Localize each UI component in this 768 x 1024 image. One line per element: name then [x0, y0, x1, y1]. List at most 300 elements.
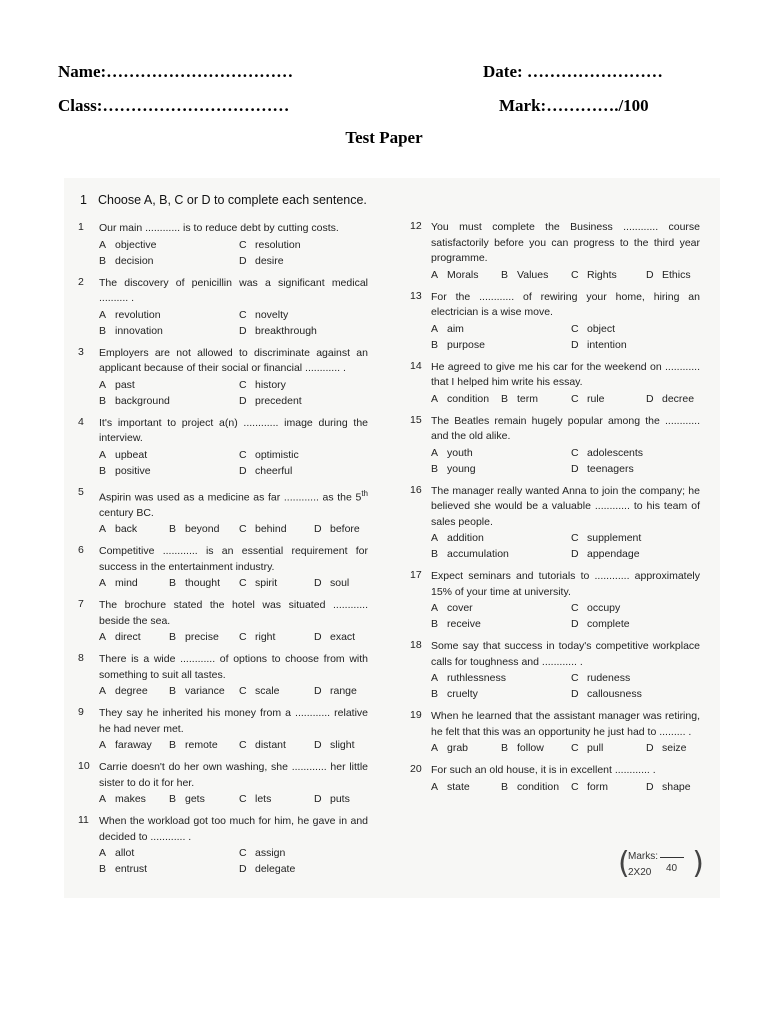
option-word: follow — [517, 742, 544, 754]
option-d — [239, 323, 379, 339]
option-d — [314, 575, 384, 591]
question-number: 20 — [410, 763, 422, 775]
option-c — [571, 670, 711, 686]
option-c — [239, 791, 314, 807]
option-letter: B — [501, 780, 509, 793]
marks-fraction-line — [660, 857, 684, 858]
option-word: cover — [447, 602, 473, 614]
option-b — [99, 393, 239, 409]
option-c — [239, 377, 379, 393]
option-b — [99, 861, 239, 877]
answer-options — [431, 670, 700, 702]
option-a — [99, 683, 169, 699]
question-11 — [78, 814, 368, 877]
marks-points: 40 — [666, 863, 678, 874]
option-letter: B — [99, 254, 107, 267]
option-word: before — [330, 523, 360, 535]
option-letter: A — [431, 672, 439, 684]
option-d — [239, 393, 379, 409]
option-letter: D — [646, 392, 654, 405]
option-letter: D — [314, 631, 322, 643]
question-text: Employers are not allowed to discriminate against an applicant because of their social or financial ............ . — [99, 346, 368, 374]
option-letter: A — [99, 448, 107, 461]
option-c — [571, 530, 711, 546]
option-word: mind — [115, 577, 138, 589]
option-word: cheerful — [255, 464, 293, 477]
option-a — [431, 600, 571, 616]
option-word: scale — [255, 685, 280, 697]
option-letter: C — [239, 238, 247, 251]
option-letter: D — [314, 793, 322, 805]
option-word: assign — [255, 847, 286, 859]
answer-options — [99, 845, 368, 877]
question-number: 17 — [410, 569, 422, 581]
question-6 — [78, 544, 368, 591]
option-letter: D — [646, 742, 654, 754]
option-letter: A — [99, 685, 107, 697]
option-c — [239, 845, 379, 861]
question-text: When he learned that the assistant manager was retiring, he felt that this was an opportunity he just had to ......... . — [431, 710, 700, 738]
question-number: 5 — [78, 485, 84, 498]
option-letter: A — [99, 308, 107, 321]
option-word: supplement — [587, 532, 642, 544]
option-word: slight — [330, 739, 355, 751]
option-letter: C — [571, 322, 579, 335]
option-word: youth — [447, 446, 473, 459]
option-b — [99, 463, 239, 479]
option-word: beyond — [185, 523, 220, 535]
answer-options — [431, 530, 700, 562]
option-word: appendage — [587, 548, 640, 560]
option-letter: A — [99, 577, 107, 589]
question-number: 11 — [78, 814, 89, 826]
answer-options — [99, 629, 368, 645]
question-text: When the workload got too much for him, he gave in and decided to ............ . — [99, 815, 368, 843]
option-word: rudeness — [587, 672, 631, 684]
option-letter: B — [169, 793, 177, 805]
answer-options — [431, 740, 700, 756]
option-word: form — [587, 780, 608, 793]
option-word: decree — [662, 392, 695, 405]
option-word: condition — [517, 780, 560, 793]
option-letter: D — [314, 523, 322, 535]
option-letter: A — [431, 322, 439, 335]
option-c — [239, 737, 314, 753]
questions-right-column — [410, 220, 700, 802]
option-a — [431, 670, 571, 686]
option-letter: D — [571, 338, 579, 351]
option-a — [99, 307, 239, 323]
question-text: Competitive ............ is an essential requirement for success in the entertainment industry. — [99, 545, 368, 573]
question-number: 19 — [410, 709, 422, 721]
question-16 — [410, 484, 700, 563]
question-text: Some say that success in today's competitive workplace calls for toughness and ............ . — [431, 640, 700, 668]
option-letter: D — [314, 577, 322, 589]
marks-left-bracket: ( — [618, 846, 630, 881]
option-letter: D — [239, 254, 247, 267]
option-letter: A — [99, 238, 107, 251]
option-d — [571, 461, 711, 477]
option-a — [99, 845, 239, 861]
answer-options — [99, 377, 368, 409]
question-number: 7 — [78, 598, 84, 610]
option-d — [239, 861, 379, 877]
question-text: The brochure stated the hotel was situated ............ beside the sea. — [99, 599, 368, 627]
answer-options — [99, 791, 368, 807]
option-d — [239, 463, 379, 479]
marks-label: Marks: — [628, 851, 658, 862]
question-12 — [410, 220, 700, 283]
question-number: 10 — [78, 760, 90, 772]
option-word: entrust — [115, 863, 148, 875]
option-letter: B — [431, 462, 439, 475]
option-b — [169, 791, 239, 807]
option-c — [571, 445, 711, 461]
option-word: right — [255, 631, 276, 643]
option-letter: B — [431, 618, 439, 630]
name-field: Name:…………………………… — [58, 62, 294, 81]
option-letter: A — [431, 742, 439, 754]
option-letter: A — [99, 378, 107, 391]
option-b — [431, 337, 571, 353]
option-letter: D — [646, 780, 654, 793]
option-c — [239, 447, 379, 463]
option-word: positive — [115, 464, 151, 477]
option-word: past — [115, 378, 135, 391]
option-letter: B — [99, 863, 107, 875]
question-7 — [78, 598, 368, 645]
option-word: seize — [662, 742, 687, 754]
mark-field: Mark:…………./100 — [499, 96, 649, 115]
option-d — [646, 391, 716, 407]
option-b — [99, 323, 239, 339]
question-number: 1 — [78, 221, 84, 233]
question-17 — [410, 569, 700, 632]
option-word: object — [587, 322, 616, 335]
option-word: upbeat — [115, 448, 148, 461]
question-number: 15 — [410, 413, 422, 426]
option-word: state — [447, 780, 470, 793]
date-field: Date: …………………… — [483, 62, 663, 81]
option-word: precise — [185, 631, 219, 643]
option-word: teenagers — [587, 462, 634, 475]
question-18 — [410, 639, 700, 702]
option-letter: A — [431, 532, 439, 544]
answer-options — [99, 237, 368, 269]
option-letter: B — [431, 338, 439, 351]
option-letter: C — [571, 672, 579, 684]
option-d — [314, 521, 384, 537]
option-word: behind — [255, 523, 287, 535]
option-a — [99, 575, 169, 591]
option-d — [239, 253, 379, 269]
option-letter: B — [501, 392, 509, 405]
option-word: adolescents — [587, 446, 644, 459]
option-word: range — [330, 685, 357, 697]
question-1 — [78, 221, 368, 269]
instruction-text: Choose A, B, C or D to complete each sentence. — [98, 193, 367, 207]
marks-box — [618, 848, 704, 882]
answer-options — [99, 683, 368, 699]
option-d — [646, 779, 716, 795]
option-b — [169, 575, 239, 591]
option-word: delegate — [255, 863, 296, 875]
option-word: gets — [185, 793, 205, 805]
option-letter: C — [571, 446, 579, 459]
option-word: cruelty — [447, 688, 478, 700]
option-letter: A — [431, 268, 439, 281]
option-word: history — [255, 378, 286, 391]
option-letter: D — [571, 462, 579, 475]
question-19 — [410, 709, 700, 756]
option-word: accumulation — [447, 548, 509, 560]
option-d — [571, 616, 711, 632]
option-word: term — [517, 392, 538, 405]
option-letter: C — [239, 308, 247, 321]
option-word: puts — [330, 793, 350, 805]
option-word: optimistic — [255, 448, 299, 461]
question-number: 13 — [410, 289, 422, 302]
option-b — [169, 629, 239, 645]
option-a — [99, 521, 169, 537]
option-b — [431, 686, 571, 702]
question-number: 2 — [78, 275, 84, 288]
option-letter: D — [571, 618, 579, 630]
answer-options — [99, 307, 368, 339]
question-text: Aspirin was used as a medicine as far ............ as the 5th century BC. — [99, 488, 368, 519]
option-word: lets — [255, 793, 272, 805]
option-letter: A — [99, 793, 107, 805]
question-number: 4 — [78, 415, 84, 428]
question-text: It's important to project a(n) ............ image during the interview. — [99, 416, 368, 444]
option-letter: C — [239, 448, 247, 461]
option-letter: D — [314, 685, 322, 697]
option-letter: B — [169, 685, 177, 697]
exercise-instruction — [80, 193, 367, 207]
page-title: Test Paper — [345, 128, 423, 147]
option-b — [169, 521, 239, 537]
question-number: 16 — [410, 483, 422, 496]
option-c — [571, 321, 711, 337]
option-word: background — [115, 394, 170, 407]
question-number: 12 — [410, 220, 422, 232]
answer-options — [99, 737, 368, 753]
question-text: They say he inherited his money from a ............ relative he had never met. — [99, 707, 368, 735]
option-b — [169, 683, 239, 699]
option-word: young — [447, 462, 476, 475]
option-a — [431, 445, 571, 461]
option-a — [99, 377, 239, 393]
option-letter: A — [99, 631, 107, 643]
option-word: Rights — [587, 268, 617, 281]
option-a — [431, 267, 501, 283]
option-c — [239, 237, 379, 253]
option-letter: D — [239, 863, 247, 875]
option-letter: C — [239, 793, 247, 805]
option-word: grab — [447, 742, 469, 754]
option-word: exact — [330, 631, 356, 643]
option-word: novelty — [255, 308, 289, 321]
option-word: variance — [185, 685, 225, 697]
option-a — [431, 779, 501, 795]
option-word: resolution — [255, 238, 301, 251]
option-b — [501, 267, 571, 283]
option-a — [99, 791, 169, 807]
option-d — [571, 546, 711, 562]
option-word: decision — [115, 254, 154, 267]
option-word: makes — [115, 793, 146, 805]
option-letter: C — [571, 780, 579, 793]
option-word: ruthlessness — [447, 672, 506, 684]
question-text: He agreed to give me his car for the weekend on ............ that I helped him write his essay. — [431, 360, 700, 388]
option-word: thought — [185, 577, 221, 589]
question-text: For the ............ of rewiring your home, hiring an electrician is a wise move. — [431, 290, 700, 318]
question-4 — [78, 416, 368, 479]
question-20 — [410, 763, 700, 795]
option-word: innovation — [115, 324, 163, 337]
option-c — [571, 740, 646, 756]
option-c — [239, 575, 314, 591]
option-b — [431, 616, 571, 632]
question-text: Expect seminars and tutorials to ............ approximately 15% of your time at university. — [431, 570, 700, 598]
option-letter: C — [239, 577, 247, 589]
answer-options — [431, 779, 700, 795]
option-letter: C — [571, 532, 579, 544]
option-word: condition — [447, 392, 490, 405]
option-word: precedent — [255, 394, 302, 407]
option-word: degree — [115, 685, 148, 697]
question-number: 9 — [78, 706, 84, 718]
option-word: revolution — [115, 308, 161, 321]
option-letter: D — [571, 688, 579, 700]
option-word: Values — [517, 268, 549, 281]
option-letter: B — [99, 464, 107, 477]
option-b — [431, 461, 571, 477]
option-c — [239, 683, 314, 699]
option-word: addition — [447, 532, 484, 544]
option-letter: D — [239, 394, 247, 407]
question-9 — [78, 706, 368, 753]
option-letter: D — [571, 548, 579, 560]
question-text: Carrie doesn't do her own washing, she ............ her little sister to do it for her. — [99, 761, 368, 789]
option-letter: C — [239, 685, 247, 697]
option-word: intention — [587, 338, 627, 351]
question-number: 6 — [78, 544, 84, 556]
option-a — [431, 321, 571, 337]
option-letter: A — [431, 780, 439, 793]
option-letter: C — [571, 602, 579, 614]
question-15 — [410, 414, 700, 477]
option-b — [169, 737, 239, 753]
option-b — [501, 779, 571, 795]
question-number: 3 — [78, 345, 84, 358]
option-b — [99, 253, 239, 269]
option-word: allot — [115, 847, 135, 859]
option-b — [501, 391, 571, 407]
marks-formula: 2X20 — [628, 867, 652, 878]
option-letter: C — [571, 742, 579, 754]
question-text: The Beatles remain hugely popular among the ............ and the old alike. — [431, 414, 700, 442]
option-letter: B — [431, 548, 439, 560]
option-letter: C — [239, 847, 247, 859]
option-letter: B — [431, 688, 439, 700]
option-word: back — [115, 523, 138, 535]
option-word: occupy — [587, 602, 621, 614]
answer-options — [99, 575, 368, 591]
option-a — [99, 447, 239, 463]
answer-options — [431, 445, 700, 477]
question-8 — [78, 652, 368, 699]
option-letter: A — [431, 392, 439, 405]
option-d — [314, 791, 384, 807]
option-letter: B — [99, 324, 107, 337]
option-a — [431, 530, 571, 546]
question-number: 18 — [410, 639, 422, 651]
option-letter: A — [99, 847, 107, 859]
option-c — [239, 629, 314, 645]
option-word: direct — [115, 631, 141, 643]
option-word: complete — [587, 618, 630, 630]
option-letter: B — [169, 523, 177, 535]
question-number: 14 — [410, 359, 422, 372]
option-word: callousness — [587, 688, 642, 700]
option-a — [99, 237, 239, 253]
option-letter: D — [314, 739, 322, 751]
option-letter: C — [239, 739, 247, 751]
question-14 — [410, 360, 700, 407]
class-field: Class:…………………………… — [58, 96, 290, 115]
option-d — [571, 337, 711, 353]
option-b — [431, 546, 571, 562]
option-word: remote — [185, 739, 218, 751]
option-word: soul — [330, 577, 350, 589]
option-c — [239, 521, 314, 537]
option-a — [431, 391, 501, 407]
option-word: pull — [587, 742, 604, 754]
answer-options — [99, 447, 368, 479]
option-letter: B — [169, 739, 177, 751]
marks-right-bracket: ) — [692, 846, 704, 881]
option-word: shape — [662, 780, 691, 793]
option-a — [431, 740, 501, 756]
question-text: You must complete the Business ............ course satisfactorily before you can progress to the third year programme. — [431, 221, 700, 264]
question-2 — [78, 276, 368, 339]
option-letter: B — [501, 742, 509, 754]
exercise-number: 1 — [80, 193, 87, 207]
option-letter: C — [239, 631, 247, 643]
option-d — [314, 737, 384, 753]
option-c — [571, 267, 646, 283]
option-d — [314, 629, 384, 645]
question-10 — [78, 760, 368, 807]
option-c — [571, 391, 646, 407]
option-word: Morals — [447, 268, 479, 281]
option-letter: B — [501, 268, 509, 281]
answer-options — [431, 391, 700, 407]
option-letter: C — [571, 268, 579, 281]
option-word: desire — [255, 254, 284, 267]
option-letter: D — [239, 464, 247, 477]
option-word: faraway — [115, 739, 152, 751]
question-text: The manager really wanted Anna to join the company; he believed she would be a valuable ............ to his team of sales people. — [431, 484, 700, 528]
option-word: breakthrough — [255, 324, 317, 337]
option-word: Ethics — [662, 268, 691, 281]
question-number: 8 — [78, 652, 84, 664]
option-word: distant — [255, 739, 286, 751]
option-letter: B — [169, 631, 177, 643]
option-d — [646, 267, 716, 283]
option-letter: C — [239, 523, 247, 535]
